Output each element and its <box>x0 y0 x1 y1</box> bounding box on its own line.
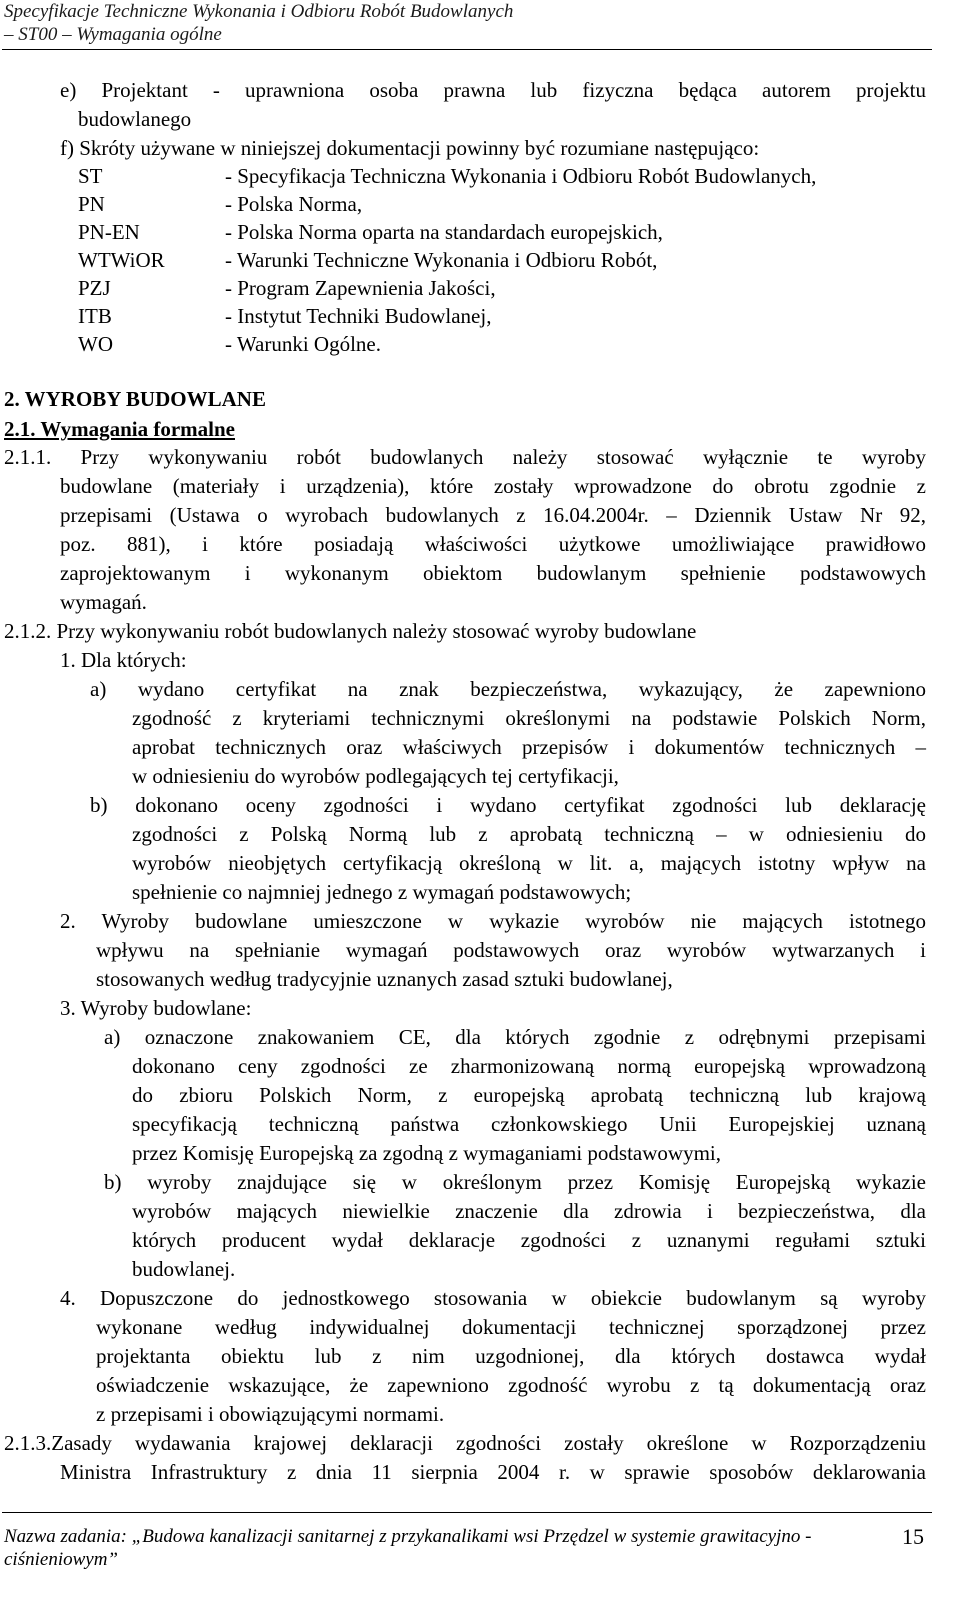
list-item-1: 1. Dla których: <box>60 648 187 672</box>
footer-rule <box>2 1512 932 1513</box>
list-item-3a-line: a) oznaczone znakowaniem CE, dla których zgodnie z odrębnymi przepisami <box>104 1025 926 1049</box>
list-item-1a-line: aprobat technicznych oraz właściwych przepisów i dokumentów technicznych – <box>132 735 926 759</box>
list-item-3: 3. Wyroby budowlane: <box>60 996 252 1020</box>
list-item-4-line: wykonane według indywidualnej dokumentacji technicznej sporządzonej przez <box>96 1315 926 1339</box>
abbr-term: PN <box>78 192 105 216</box>
abbr-term: ITB <box>78 304 112 328</box>
list-item-1a-line: a) wydano certyfikat na znak bezpieczeństwa, wykazujący, że zapewniono <box>90 677 926 701</box>
def-f-line: f) Skróty używane w niniejszej dokumentacji powinny być rozumiane następująco: <box>60 136 760 160</box>
list-item-3a-line: przez Komisję Europejską za zgodną z wymaganiami podstawowymi, <box>132 1141 721 1165</box>
list-item-3a-line: dokonano ceny zgodności ze zharmonizowaną normą europejską wprowadzoną <box>132 1054 926 1078</box>
abbr-term: ST <box>78 164 103 188</box>
paragraph-2-1-1-line: wymagań. <box>60 590 147 614</box>
list-item-4-line: 4. Dopuszczone do jednostkowego stosowania w obiekcie budowlanym są wyroby <box>60 1286 926 1310</box>
list-item-2-line: 2. Wyroby budowlane umieszczone w wykazie wyrobów nie mających istotnego <box>60 909 926 933</box>
list-item-1b-line: zgodności z Polską Normą lub z aprobatą techniczną – w odniesieniu do <box>132 822 926 846</box>
list-item-2-line: wpływu na spełnianie wymagań podstawowych oraz wyrobów wytwarzanych i <box>96 938 926 962</box>
list-item-3a-line: do zbioru Polskich Norm, z europejską aprobatą techniczną lub krajową <box>132 1083 926 1107</box>
footer-task-line2: ciśnieniowym” <box>4 1549 118 1570</box>
abbr-term: PZJ <box>78 276 111 300</box>
header-rule <box>2 49 932 50</box>
list-item-1a-line: zgodność z kryteriami technicznymi określonymi na podstawie Polskich Norm, <box>132 706 926 730</box>
list-item-3a-line: specyfikacją techniczną państwa członkowskiego Unii Europejskiej uznaną <box>132 1112 926 1136</box>
paragraph-2-1-1-line: poz. 881), i które posiadają właściwości użytkowe umożliwiające prawidłowo <box>60 532 926 556</box>
abbr-desc: - Polska Norma, <box>225 192 363 216</box>
list-item-1b-line: b) dokonano oceny zgodności i wydano certyfikat zgodności lub deklarację <box>90 793 926 817</box>
abbr-term: WO <box>78 332 113 356</box>
paragraph-2-1-1-line: budowlane (materiały i urządzenia), które zostały wprowadzone do obrotu zgodnie z <box>60 474 926 498</box>
list-item-4-line: oświadczenie wskazujące, że zapewniono zgodność wyrobu z tą dokumentacją oraz <box>96 1373 926 1397</box>
def-e-line1: e) Projektant - uprawniona osoba prawna lub fizyczna będąca autorem projektu <box>60 78 926 102</box>
list-item-4-line: z przepisami i obowiązującymi normami. <box>96 1402 445 1426</box>
list-item-1b-line: wyrobów nieobjętych certyfikacją określoną w lit. a, mających istotny wpływ na <box>132 851 926 875</box>
list-item-3b-line: których producent wydał deklaracje zgodności z uznanymi regułami sztuki <box>132 1228 926 1252</box>
list-item-3b-line: b) wyroby znajdujące się w określonym przez Komisję Europejską wykazie <box>104 1170 926 1194</box>
list-item-3b-line: budowlanej. <box>132 1257 236 1281</box>
paragraph-2-1-1-line: 2.1.1. Przy wykonywaniu robót budowlanych należy stosować wyłącznie te wyroby <box>4 445 926 469</box>
header-title: Specyfikacje Techniczne Wykonania i Odbioru Robót Budowlanych <box>4 1 514 22</box>
abbr-desc: - Warunki Ogólne. <box>225 332 381 356</box>
paragraph-2-1-1-line: przepisami (Ustawa o wyrobach budowlanych z 16.04.2004r. – Dziennik Ustaw Nr 92, <box>60 503 926 527</box>
paragraph-2-1-2: 2.1.2. Przy wykonywaniu robót budowlanych należy stosować wyroby budowlane <box>4 619 697 643</box>
list-item-1b-line: spełnienie co najmniej jednego z wymagań podstawowych; <box>132 880 632 904</box>
page-number: 15 <box>902 1524 924 1549</box>
paragraph-2-1-3-line: Ministra Infrastruktury z dnia 11 sierpnia 2004 r. w sprawie sposobów deklarowania <box>60 1460 926 1484</box>
abbr-desc: - Instytut Techniki Budowlanej, <box>225 304 492 328</box>
abbr-desc: - Specyfikacja Techniczna Wykonania i Odbioru Robót Budowlanych, <box>225 164 817 188</box>
abbr-desc: - Program Zapewnienia Jakości, <box>225 276 496 300</box>
paragraph-2-1-3-line: 2.1.3.Zasady wydawania krajowej deklaracji zgodności zostały określone w Rozporządzeniu <box>4 1431 926 1455</box>
paragraph-2-1-1-line: zaprojektowanym i wykonanym obiektom budowlanym spełnienie podstawowych <box>60 561 926 585</box>
list-item-3b-line: wyrobów mających niewielkie znaczenie dla zdrowia i bezpieczeństwa, dla <box>132 1199 926 1223</box>
abbr-term: PN-EN <box>78 220 140 244</box>
list-item-1a-line: w odniesieniu do wyrobów podlegających tej certyfikacji, <box>132 764 619 788</box>
footer-task-line1: Nazwa zadania: „Budowa kanalizacji sanitarnej z przykanalikami wsi Przędzel w systemie grawitacyjno - <box>4 1526 812 1547</box>
list-item-4-line: projektanta obiektu lub z nim uzgodnionej, dla których dostawca wydał <box>96 1344 926 1368</box>
section-heading: 2. WYROBY BUDOWLANE <box>4 387 266 411</box>
header-subtitle: – ST00 – Wymagania ogólne <box>4 24 222 45</box>
subsection-heading: 2.1. Wymagania formalne <box>4 417 235 441</box>
def-e-line2: budowlanego <box>78 107 192 131</box>
list-item-2-line: stosowanych według tradycyjnie uznanych zasad sztuki budowlanej, <box>96 967 673 991</box>
abbr-desc: - Polska Norma oparta na standardach europejskich, <box>225 220 663 244</box>
abbr-term: WTWiOR <box>78 248 165 272</box>
abbr-desc: - Warunki Techniczne Wykonania i Odbioru Robót, <box>225 248 658 272</box>
